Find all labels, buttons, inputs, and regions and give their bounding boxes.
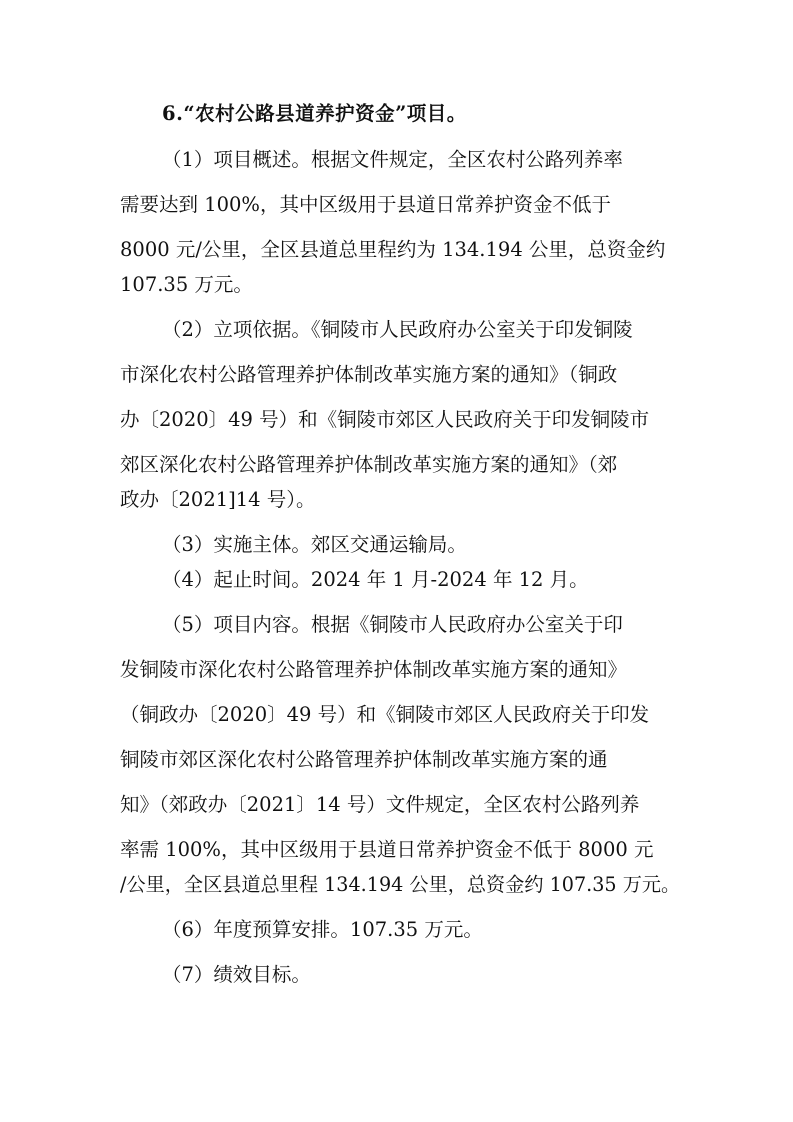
- paragraph-line: 8000 元/公里，全区县道总里程约为 134.194 公里，总资金约: [120, 238, 666, 261]
- paragraph-line: （5）项目内容。根据《铜陵市人民政府办公室关于印: [162, 613, 623, 636]
- paragraph-line: （7）绩效目标。: [162, 963, 311, 986]
- paragraph-line: 107.35 万元。: [120, 273, 253, 296]
- paragraph-line: （1）项目概述。根据文件规定，全区农村公路列养率: [162, 148, 623, 171]
- paragraph-line: 知》（郊政办〔2021〕14 号）文件规定，全区农村公路列养: [120, 793, 640, 816]
- paragraph-line: 郊区深化农村公路管理养护体制改革实施方案的通知》（郊: [120, 453, 618, 476]
- paragraph-line: （3）实施主体。郊区交通运输局。: [162, 533, 467, 556]
- paragraph-line: （铜政办〔2020〕49 号）和《铜陵市郊区人民政府关于印发: [120, 703, 650, 726]
- paragraph-line: 发铜陵市深化农村公路管理养护体制改革实施方案的通知》: [120, 658, 628, 681]
- paragraph-line: 率需 100%，其中区级用于县道日常养护资金不低于 8000 元: [120, 838, 654, 861]
- paragraph-line: 办〔2020〕49 号）和《铜陵市郊区人民政府关于印发铜陵市: [120, 408, 650, 431]
- paragraph-line: （4）起止时间。2024 年 1 月-2024 年 12 月。: [162, 568, 589, 591]
- paragraph-line: （6）年度预算安排。107.35 万元。: [162, 918, 483, 941]
- section-heading: 6.“农村公路县道养护资金”项目。: [162, 102, 467, 125]
- paragraph-line: 铜陵市郊区深化农村公路管理养护体制改革实施方案的通: [120, 748, 608, 771]
- paragraph-line: 政办〔2021]14 号）。: [120, 488, 316, 511]
- paragraph-line: /公里，全区县道总里程 134.194 公里，总资金约 107.35 万元。: [120, 873, 681, 896]
- paragraph-line: 需要达到 100%，其中区级用于县道日常养护资金不低于: [120, 193, 611, 216]
- paragraph-line: 市深化农村公路管理养护体制改革实施方案的通知》（铜政: [120, 363, 618, 386]
- paragraph-line: （2）立项依据。《铜陵市人民政府办公室关于印发铜陵: [162, 318, 633, 341]
